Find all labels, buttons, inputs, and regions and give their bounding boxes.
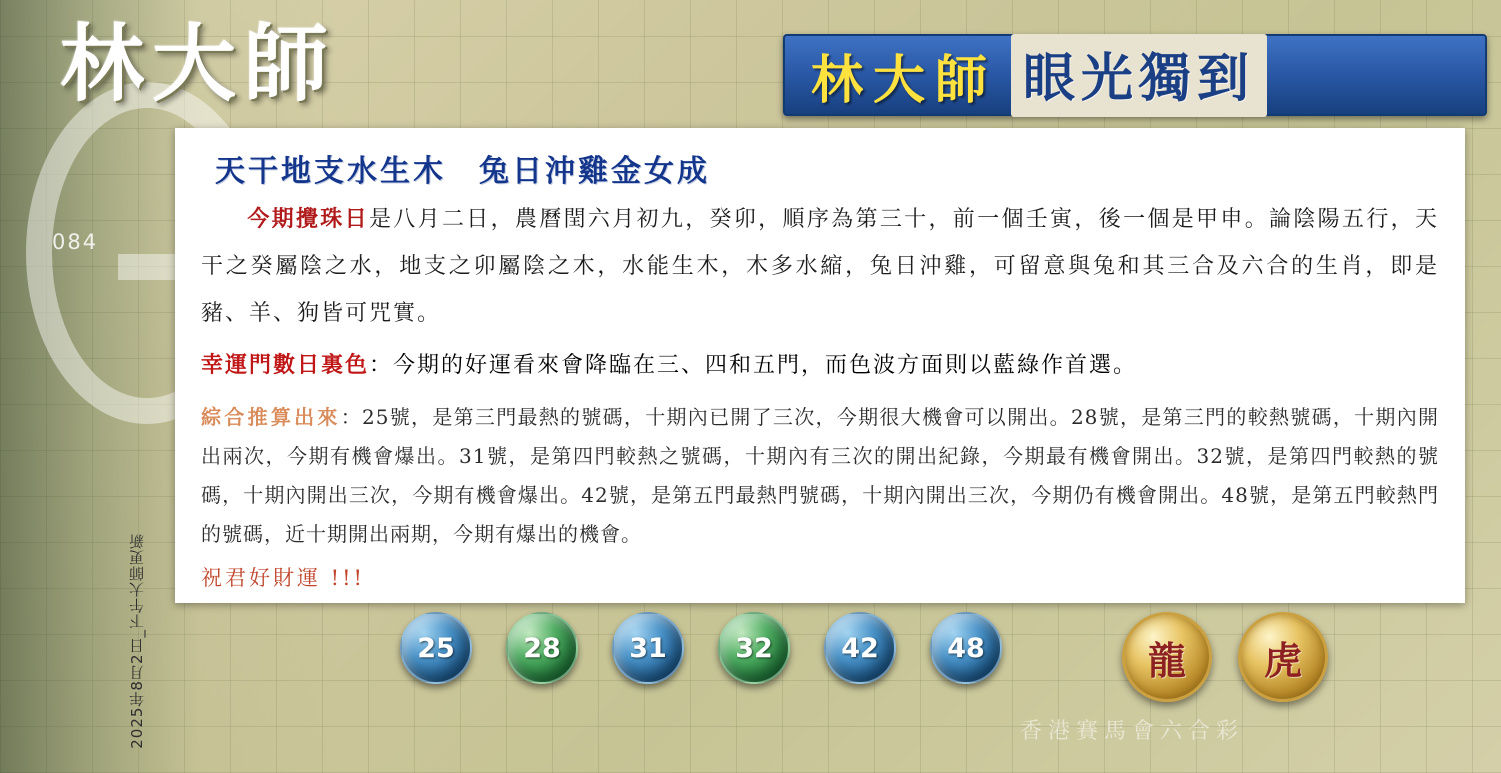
analysis-block (201, 398, 1439, 554)
ball-number: 42 (841, 632, 879, 664)
date-strip: 2025年8月2日_下午大師更新 (128, 533, 146, 749)
paragraph-lead: 今期攪珠日 (247, 206, 369, 232)
ball-number: 32 (735, 632, 773, 664)
lucky-tag: 幸運門數日裏色 (201, 352, 370, 378)
ball-number: 31 (629, 632, 667, 664)
banner-right-text: 眼光獨到 (1011, 34, 1267, 117)
watermark-number: 084 (52, 230, 99, 254)
lucky-text: ：今期的好運看來會降臨在三、四和五門，而色波方面則以藍綠作首選。 (369, 353, 1138, 378)
article-headline: 天干地支水生木 兔日沖雞金女成 (215, 154, 710, 189)
lottery-ball (824, 612, 896, 684)
analysis-tag: 綜合推算出來 (201, 405, 341, 429)
paragraph-body: 是八月二日，農曆閏六月初九，癸卯，順序為第三十，前一個壬寅，後一個是甲申。論陰陽五行，天干之癸屬陰之水，地支之卯屬陰之木，水能生木，木多水縮，兔日沖雞，可留意與兔和其三合及六合的生肖，即是豬、羊、狗皆可咒實。 (201, 207, 1439, 326)
zodiac-coin-dragon (1122, 612, 1212, 702)
banner-left-text: 林大師 (811, 50, 998, 111)
article-card (175, 128, 1465, 603)
zodiac-coins (1122, 612, 1328, 702)
ball-number: 28 (523, 632, 561, 664)
lottery-ball (612, 612, 684, 684)
ball-number: 25 (417, 632, 455, 664)
banner (783, 34, 1487, 116)
zodiac-coin-tiger (1238, 612, 1328, 702)
article-paragraph-1 (201, 196, 1439, 337)
coin-label: 虎 (1263, 638, 1302, 683)
lottery-ball (930, 612, 1002, 684)
coin-label: 龍 (1147, 638, 1186, 683)
lottery-ball (400, 612, 472, 684)
lucky-line (201, 343, 1439, 388)
masthead-title: 林大師 (60, 15, 337, 113)
analysis-text: ：25號，是第三門最熱的號碼，十期內已開了三次，今期很大機會可以開出。28號，是第三門的較熱號碼，十期內開出兩次，今期有機會爆出。31號，是第四門較熱之號碼，十期內有三次的開出紀錄，今期最有機會開出。32號，是第四門較熱的號碼，十期內開出三次，今期有機會爆出。42號，是第五門最熱門號碼，十期內開出三次，今期仍有機會開出。48號，是第五門較熱門的號碼，近十期開出兩期，今期有爆出的機會。 (201, 405, 1440, 546)
footer-watermark: 香港賽馬會六合彩 (1020, 719, 1245, 744)
closing-wish: 祝君好財運 !!! (201, 566, 365, 590)
ball-number: 48 (947, 632, 985, 664)
lottery-ball (718, 612, 790, 684)
lottery-balls (400, 612, 1002, 684)
lottery-ball (506, 612, 578, 684)
